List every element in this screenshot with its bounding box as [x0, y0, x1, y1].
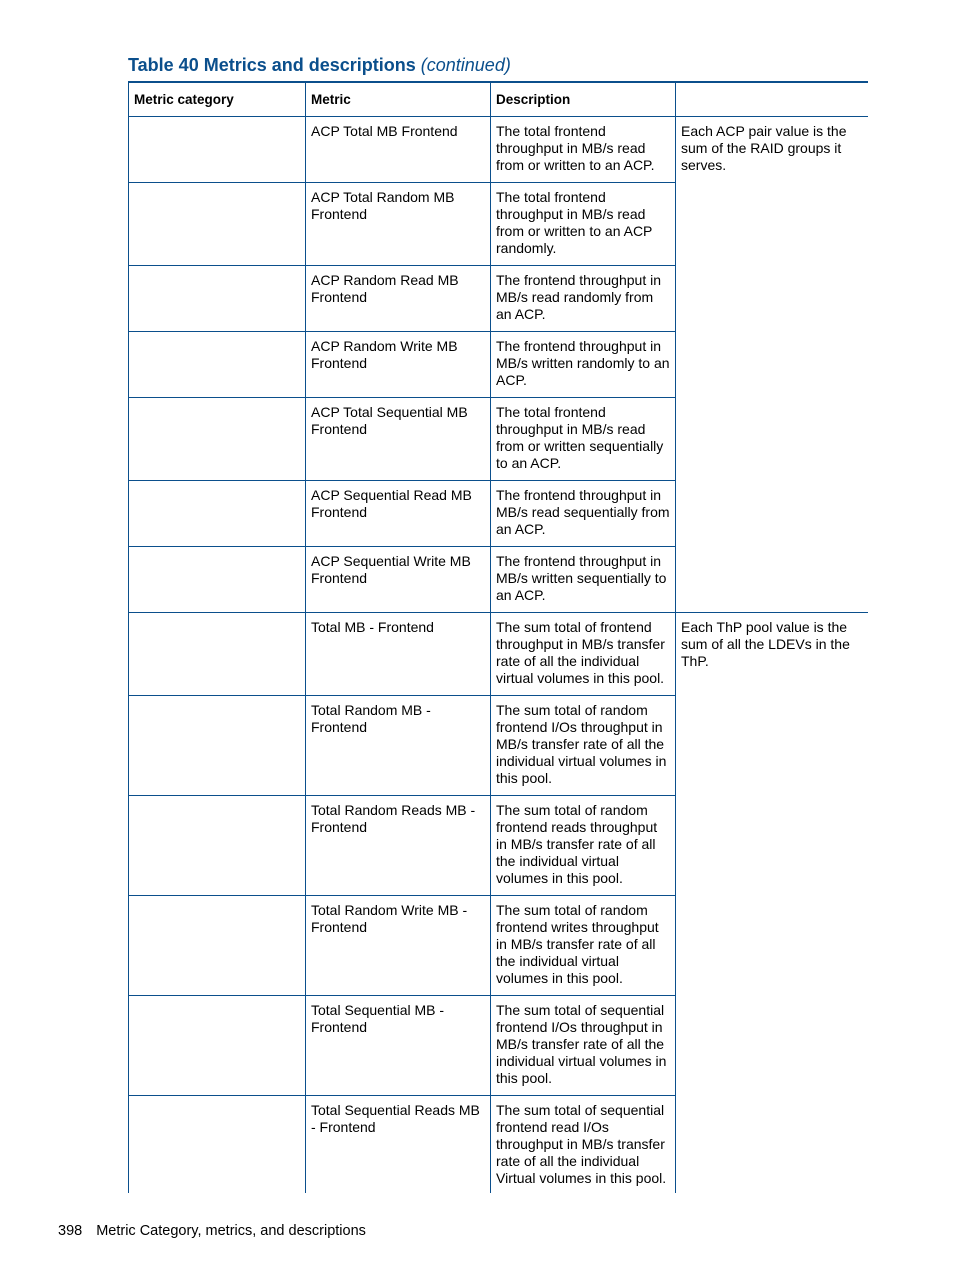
table-row	[129, 117, 869, 183]
metric-cell: ACP Random Read MB Frontend	[306, 266, 491, 332]
metric-category-cell	[129, 613, 306, 696]
description-cell: The sum total of random frontend writes throughput in MB/s transfer rate of all the individual virtual volumes in this pool.	[491, 896, 676, 996]
metric-category-cell	[129, 1096, 306, 1194]
description-cell: The total frontend throughput in MB/s read from or written sequentially to an ACP.	[491, 398, 676, 481]
metric-cell: Total Sequential MB - Frontend	[306, 996, 491, 1096]
metrics-table	[128, 82, 868, 1193]
metric-cell: ACP Total Random MB Frontend	[306, 183, 491, 266]
header-metric-category: Metric category	[129, 83, 306, 117]
metric-cell: Total Random MB - Frontend	[306, 696, 491, 796]
metric-category-cell	[129, 117, 306, 183]
metric-category-cell	[129, 332, 306, 398]
metric-category-cell	[129, 183, 306, 266]
metric-cell: Total MB - Frontend	[306, 613, 491, 696]
metric-cell: ACP Sequential Read MB Frontend	[306, 481, 491, 547]
header-metric: Metric	[306, 83, 491, 117]
table-caption	[128, 55, 511, 76]
metric-cell: Total Sequential Reads MB - Frontend	[306, 1096, 491, 1194]
metric-category-cell	[129, 547, 306, 613]
metric-cell: Total Random Write MB - Frontend	[306, 896, 491, 996]
header-notes	[676, 83, 869, 117]
table-continued-label: (continued)	[420, 55, 511, 75]
metric-cell: ACP Total Sequential MB Frontend	[306, 398, 491, 481]
description-cell: The sum total of random frontend reads throughput in MB/s transfer rate of all the individual virtual volumes in this pool.	[491, 796, 676, 896]
table-title: Table 40 Metrics and descriptions	[128, 55, 416, 75]
page-number: 398	[58, 1223, 83, 1239]
description-cell: The frontend throughput in MB/s read randomly from an ACP.	[491, 266, 676, 332]
description-cell: The frontend throughput in MB/s written randomly to an ACP.	[491, 332, 676, 398]
metric-category-cell	[129, 896, 306, 996]
description-cell: The sum total of frontend throughput in MB/s transfer rate of all the individual virtual volumes in this pool.	[491, 613, 676, 696]
page-footer	[58, 1223, 366, 1239]
metric-cell: ACP Sequential Write MB Frontend	[306, 547, 491, 613]
metric-cell: ACP Random Write MB Frontend	[306, 332, 491, 398]
metrics-table-container	[128, 82, 868, 1193]
metric-cell: Total Random Reads MB - Frontend	[306, 796, 491, 896]
header-description: Description	[491, 83, 676, 117]
description-cell: The total frontend throughput in MB/s read from or written to an ACP randomly.	[491, 183, 676, 266]
metric-category-cell	[129, 696, 306, 796]
description-cell: The sum total of random frontend I/Os throughput in MB/s transfer rate of all the individual virtual volumes in this pool.	[491, 696, 676, 796]
description-cell: The frontend throughput in MB/s written sequentially to an ACP.	[491, 547, 676, 613]
metric-category-cell	[129, 398, 306, 481]
metric-category-cell	[129, 481, 306, 547]
group-note-cell: Each ThP pool value is the sum of all the LDEVs in the ThP.	[676, 613, 869, 1194]
description-cell: The frontend throughput in MB/s read sequentially from an ACP.	[491, 481, 676, 547]
description-cell: The total frontend throughput in MB/s read from or written to an ACP.	[491, 117, 676, 183]
metric-cell: ACP Total MB Frontend	[306, 117, 491, 183]
table-body	[129, 117, 869, 1194]
metric-category-cell	[129, 996, 306, 1096]
description-cell: The sum total of sequential frontend read I/Os throughput in MB/s transfer rate of all the individual Virtual volumes in this pool.	[491, 1096, 676, 1194]
metric-category-cell	[129, 266, 306, 332]
table-row	[129, 613, 869, 696]
group-note-cell: Each ACP pair value is the sum of the RAID groups it serves.	[676, 117, 869, 613]
footer-section-title: Metric Category, metrics, and descriptions	[96, 1223, 366, 1239]
table-header-row	[129, 83, 869, 117]
metric-category-cell	[129, 796, 306, 896]
description-cell: The sum total of sequential frontend I/Os throughput in MB/s transfer rate of all the individual virtual volumes in this pool.	[491, 996, 676, 1096]
